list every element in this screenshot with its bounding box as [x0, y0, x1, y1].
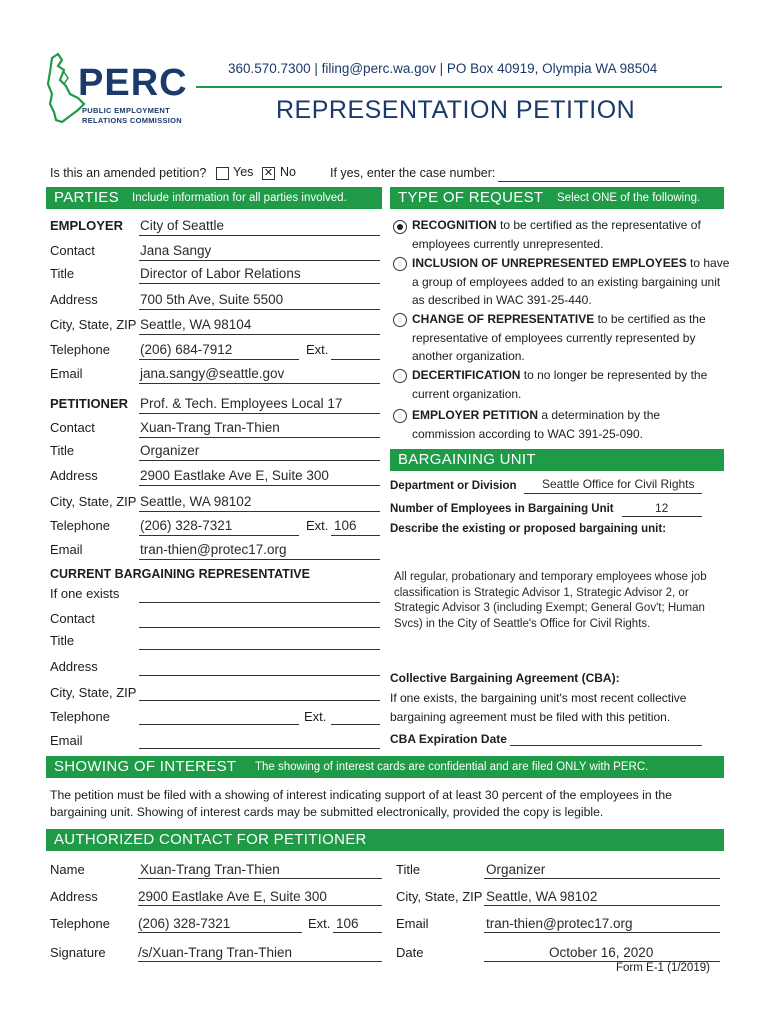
request-subtitle: Select ONE of the following.: [557, 192, 701, 204]
cba-label: Collective Bargaining Agreement (CBA):: [390, 671, 620, 685]
current-rep-if-exists: If one exists: [50, 586, 120, 601]
petitioner-city-field[interactable]: [139, 511, 380, 512]
unit-description-value: All regular, probationary and temporary employees whose job classification is Strategic Advisor 1, Strategic Advisor 2, or Strategic Advisor 3 (including Exempt; General Gov't; Human Svcs) in the City of Seattle's Office for Civil Rights.: [394, 571, 707, 630]
page-title: REPRESENTATION PETITION: [276, 96, 636, 124]
logo-subtitle-2: RELATIONS COMMISSION: [82, 116, 183, 125]
current-rep-contact-field[interactable]: [139, 627, 380, 628]
showing-text: The petition must be filed with a showing of interest indicating support of at least 30 percent of the employees in the bargaining unit. Showing of interest cards may be submitted electronically, provided the copy is legible.: [50, 788, 672, 819]
employer-email-field[interactable]: [139, 383, 380, 384]
auth-address-field[interactable]: [138, 905, 382, 906]
current-rep-address-field[interactable]: [139, 675, 380, 676]
auth-ext-label: Ext.: [308, 916, 331, 931]
unit-num-label: Number of Employees in Bargaining Unit: [390, 503, 614, 515]
petitioner-heading: PETITIONER: [50, 396, 129, 411]
case-number-field[interactable]: [498, 181, 680, 182]
auth-city-field[interactable]: [484, 905, 720, 906]
parties-title: PARTIES: [54, 189, 119, 206]
auth-address-label: Address: [50, 889, 98, 904]
employer-contact-label: Contact: [50, 243, 95, 258]
current-rep-phone-label: Telephone: [50, 709, 110, 724]
showing-header: [46, 756, 724, 778]
employer-city-value: Seattle, WA 98104: [140, 317, 252, 332]
auth-name-value: Xuan-Trang Tran-Thien: [140, 862, 280, 877]
employer-address-field[interactable]: [139, 309, 380, 310]
petitioner-contact-value: Xuan-Trang Tran-Thien: [140, 420, 280, 435]
auth-date-value: October 16, 2020: [549, 945, 654, 960]
employer-name-field[interactable]: [139, 235, 380, 236]
auth-city-value: Seattle, WA 98102: [486, 889, 598, 904]
auth-signature-field[interactable]: [138, 961, 382, 962]
unit-dept-value: Seattle Office for Civil Rights: [542, 477, 695, 491]
employer-email-value: jana.sangy@seattle.gov: [140, 366, 285, 381]
auth-phone-value: (206) 328-7321: [138, 916, 231, 931]
request-option-inclusion: INCLUSION OF UNREPRESENTED EMPLOYEES to have a group of employees added to an existing bargaining unit as described in WAC 391-25-440.: [412, 256, 730, 307]
petitioner-email-field[interactable]: [139, 559, 380, 560]
petitioner-phone-field[interactable]: [139, 535, 299, 536]
amended-no-checkbox[interactable]: ✕: [263, 167, 274, 179]
auth-email-value: tran-thien@protec17.org: [486, 916, 633, 931]
petitioner-address-field[interactable]: [139, 485, 380, 486]
petitioner-phone-label: Telephone: [50, 518, 110, 533]
employer-contact-value: Jana Sangy: [140, 243, 212, 258]
authorized-header: [46, 829, 724, 851]
current-rep-email-field[interactable]: [139, 748, 380, 749]
employer-email-label: Email: [50, 366, 83, 381]
request-option-recognition-radio[interactable]: [393, 220, 407, 234]
cba-exp-label: CBA Expiration Date: [390, 732, 507, 746]
current-rep-contact-label: Contact: [50, 611, 95, 626]
request-option-recognition: RECOGNITION to be certified as the representative of employees currently unrepresented.: [412, 218, 701, 251]
parties-subtitle: Include information for all parties involved.: [132, 192, 347, 204]
unit-title: BARGAINING UNIT: [398, 451, 536, 468]
request-title: TYPE OF REQUEST: [398, 189, 544, 206]
petitioner-ext-value: 106: [334, 518, 357, 533]
auth-date-label: Date: [396, 945, 424, 960]
auth-signature-value: /s/Xuan-Trang Tran-Thien: [138, 945, 293, 960]
unit-describe-label: Describe the existing or proposed bargaining unit:: [390, 523, 667, 535]
petitioner-city-label: City, State, ZIP: [50, 494, 137, 509]
petitioner-title-value: Organizer: [140, 443, 200, 458]
employer-address-value: 700 5th Ave, Suite 5500: [140, 292, 284, 307]
auth-title-label: Title: [396, 862, 421, 877]
employer-name-value: City of Seattle: [140, 218, 225, 233]
auth-title-value: Organizer: [486, 862, 546, 877]
employer-title-value: Director of Labor Relations: [140, 266, 301, 281]
auth-email-label: Email: [396, 916, 429, 931]
petitioner-title-label: Title: [50, 443, 75, 458]
logo-subtitle-1: PUBLIC EMPLOYMENT: [82, 106, 171, 115]
employer-phone-value: (206) 684-7912: [140, 342, 233, 357]
auth-phone-field[interactable]: [138, 932, 302, 933]
employer-phone-label: Telephone: [50, 342, 110, 357]
petitioner-address-value: 2900 Eastlake Ave E, Suite 300: [140, 468, 329, 483]
current-rep-title-field[interactable]: [139, 649, 380, 650]
current-rep-city-label: City, State, ZIP: [50, 685, 137, 700]
current-rep-title-label: Title: [50, 633, 75, 648]
case-number-label: If yes, enter the case number:: [330, 166, 496, 180]
employer-phone-field[interactable]: [139, 359, 299, 360]
petitioner-city-value: Seattle, WA 98102: [140, 494, 252, 509]
unit-num-field[interactable]: [622, 516, 702, 517]
amended-yes-label: Yes: [233, 165, 254, 179]
petitioner-address-label: Address: [50, 468, 98, 483]
request-option-decertification-radio[interactable]: [393, 369, 407, 383]
current-rep-name-field[interactable]: [139, 602, 380, 603]
amended-question: Is this an amended petition?: [50, 166, 207, 180]
employer-city-label: City, State, ZIP: [50, 317, 137, 332]
current-rep-heading: CURRENT BARGAINING REPRESENTATIVE: [50, 567, 310, 581]
unit-num-value: 12: [655, 501, 669, 515]
current-rep-email-label: Email: [50, 733, 83, 748]
employer-title-field[interactable]: [139, 283, 380, 284]
petitioner-name-field[interactable]: [139, 413, 380, 414]
petitioner-name-value: Prof. & Tech. Employees Local 17: [140, 396, 343, 411]
petitioner-contact-field[interactable]: [139, 437, 380, 438]
amended-yes-checkbox[interactable]: [216, 167, 229, 180]
showing-title: SHOWING OF INTEREST: [54, 758, 237, 775]
auth-name-label: Name: [50, 862, 85, 877]
unit-dept-label: Department or Division: [390, 480, 517, 492]
employer-city-field[interactable]: [139, 334, 380, 335]
auth-name-field[interactable]: [138, 878, 382, 879]
petitioner-contact-label: Contact: [50, 420, 95, 435]
petitioner-ext-field[interactable]: [331, 535, 380, 536]
request-option-employer-petition-radio[interactable]: [393, 409, 407, 423]
unit-header: [390, 449, 724, 471]
contact-line: 360.570.7300 | filing@perc.wa.gov | PO Box 40919, Olympia WA 98504: [228, 61, 658, 76]
request-option-change-radio[interactable]: [393, 313, 407, 327]
current-rep-ext-field[interactable]: [331, 724, 380, 725]
current-rep-city-field[interactable]: [139, 700, 380, 701]
logo-wordmark: PERC: [78, 62, 188, 104]
petitioner-email-value: tran-thien@protec17.org: [140, 542, 287, 557]
cba-text: If one exists, the bargaining unit's most recent collective bargaining agreement must be filed with this petition.: [390, 691, 687, 724]
current-rep-phone-field[interactable]: [139, 724, 299, 725]
current-rep-ext-label: Ext.: [304, 709, 327, 724]
request-option-inclusion-radio[interactable]: [393, 257, 407, 271]
amended-no-label: No: [280, 165, 296, 179]
petitioner-ext-label: Ext.: [306, 518, 329, 533]
employer-ext-field[interactable]: [331, 359, 380, 360]
auth-signature-label: Signature: [50, 945, 106, 960]
request-option-employer-petition: EMPLOYER PETITION a determination by the commission according to WAC 391-25-090.: [412, 408, 661, 441]
form-id: Form E-1 (1/2019): [616, 962, 710, 974]
auth-ext-value: 106: [336, 916, 359, 931]
showing-subtitle: The showing of interest cards are confidential and are filed ONLY with PERC.: [255, 761, 649, 773]
employer-contact-field[interactable]: [139, 260, 380, 261]
petitioner-title-field[interactable]: [139, 460, 380, 461]
cba-exp-field[interactable]: [510, 745, 702, 746]
employer-heading: EMPLOYER: [50, 218, 123, 233]
request-option-decertification: DECERTIFICATION to no longer be represented by the current organization.: [412, 368, 708, 401]
request-option-change: CHANGE OF REPRESENTATIVE to be certified as the representative of employees currently represented by another organization.: [412, 312, 706, 363]
unit-dept-field[interactable]: [524, 493, 702, 494]
employer-title-label: Title: [50, 266, 75, 281]
auth-title-field[interactable]: [484, 878, 720, 879]
auth-phone-label: Telephone: [50, 916, 110, 931]
auth-address-value: 2900 Eastlake Ave E, Suite 300: [138, 889, 327, 904]
auth-city-label: City, State, ZIP: [396, 889, 483, 904]
auth-ext-field[interactable]: [333, 932, 382, 933]
employer-address-label: Address: [50, 292, 98, 307]
request-header: [390, 187, 724, 209]
employer-ext-label: Ext.: [306, 342, 329, 357]
petitioner-email-label: Email: [50, 542, 83, 557]
authorized-title: AUTHORIZED CONTACT FOR PETITIONER: [54, 831, 367, 848]
parties-header: [46, 187, 382, 209]
auth-email-field[interactable]: [484, 932, 720, 933]
petitioner-phone-value: (206) 328-7321: [140, 518, 233, 533]
header-rule: [196, 86, 722, 88]
current-rep-address-label: Address: [50, 659, 98, 674]
